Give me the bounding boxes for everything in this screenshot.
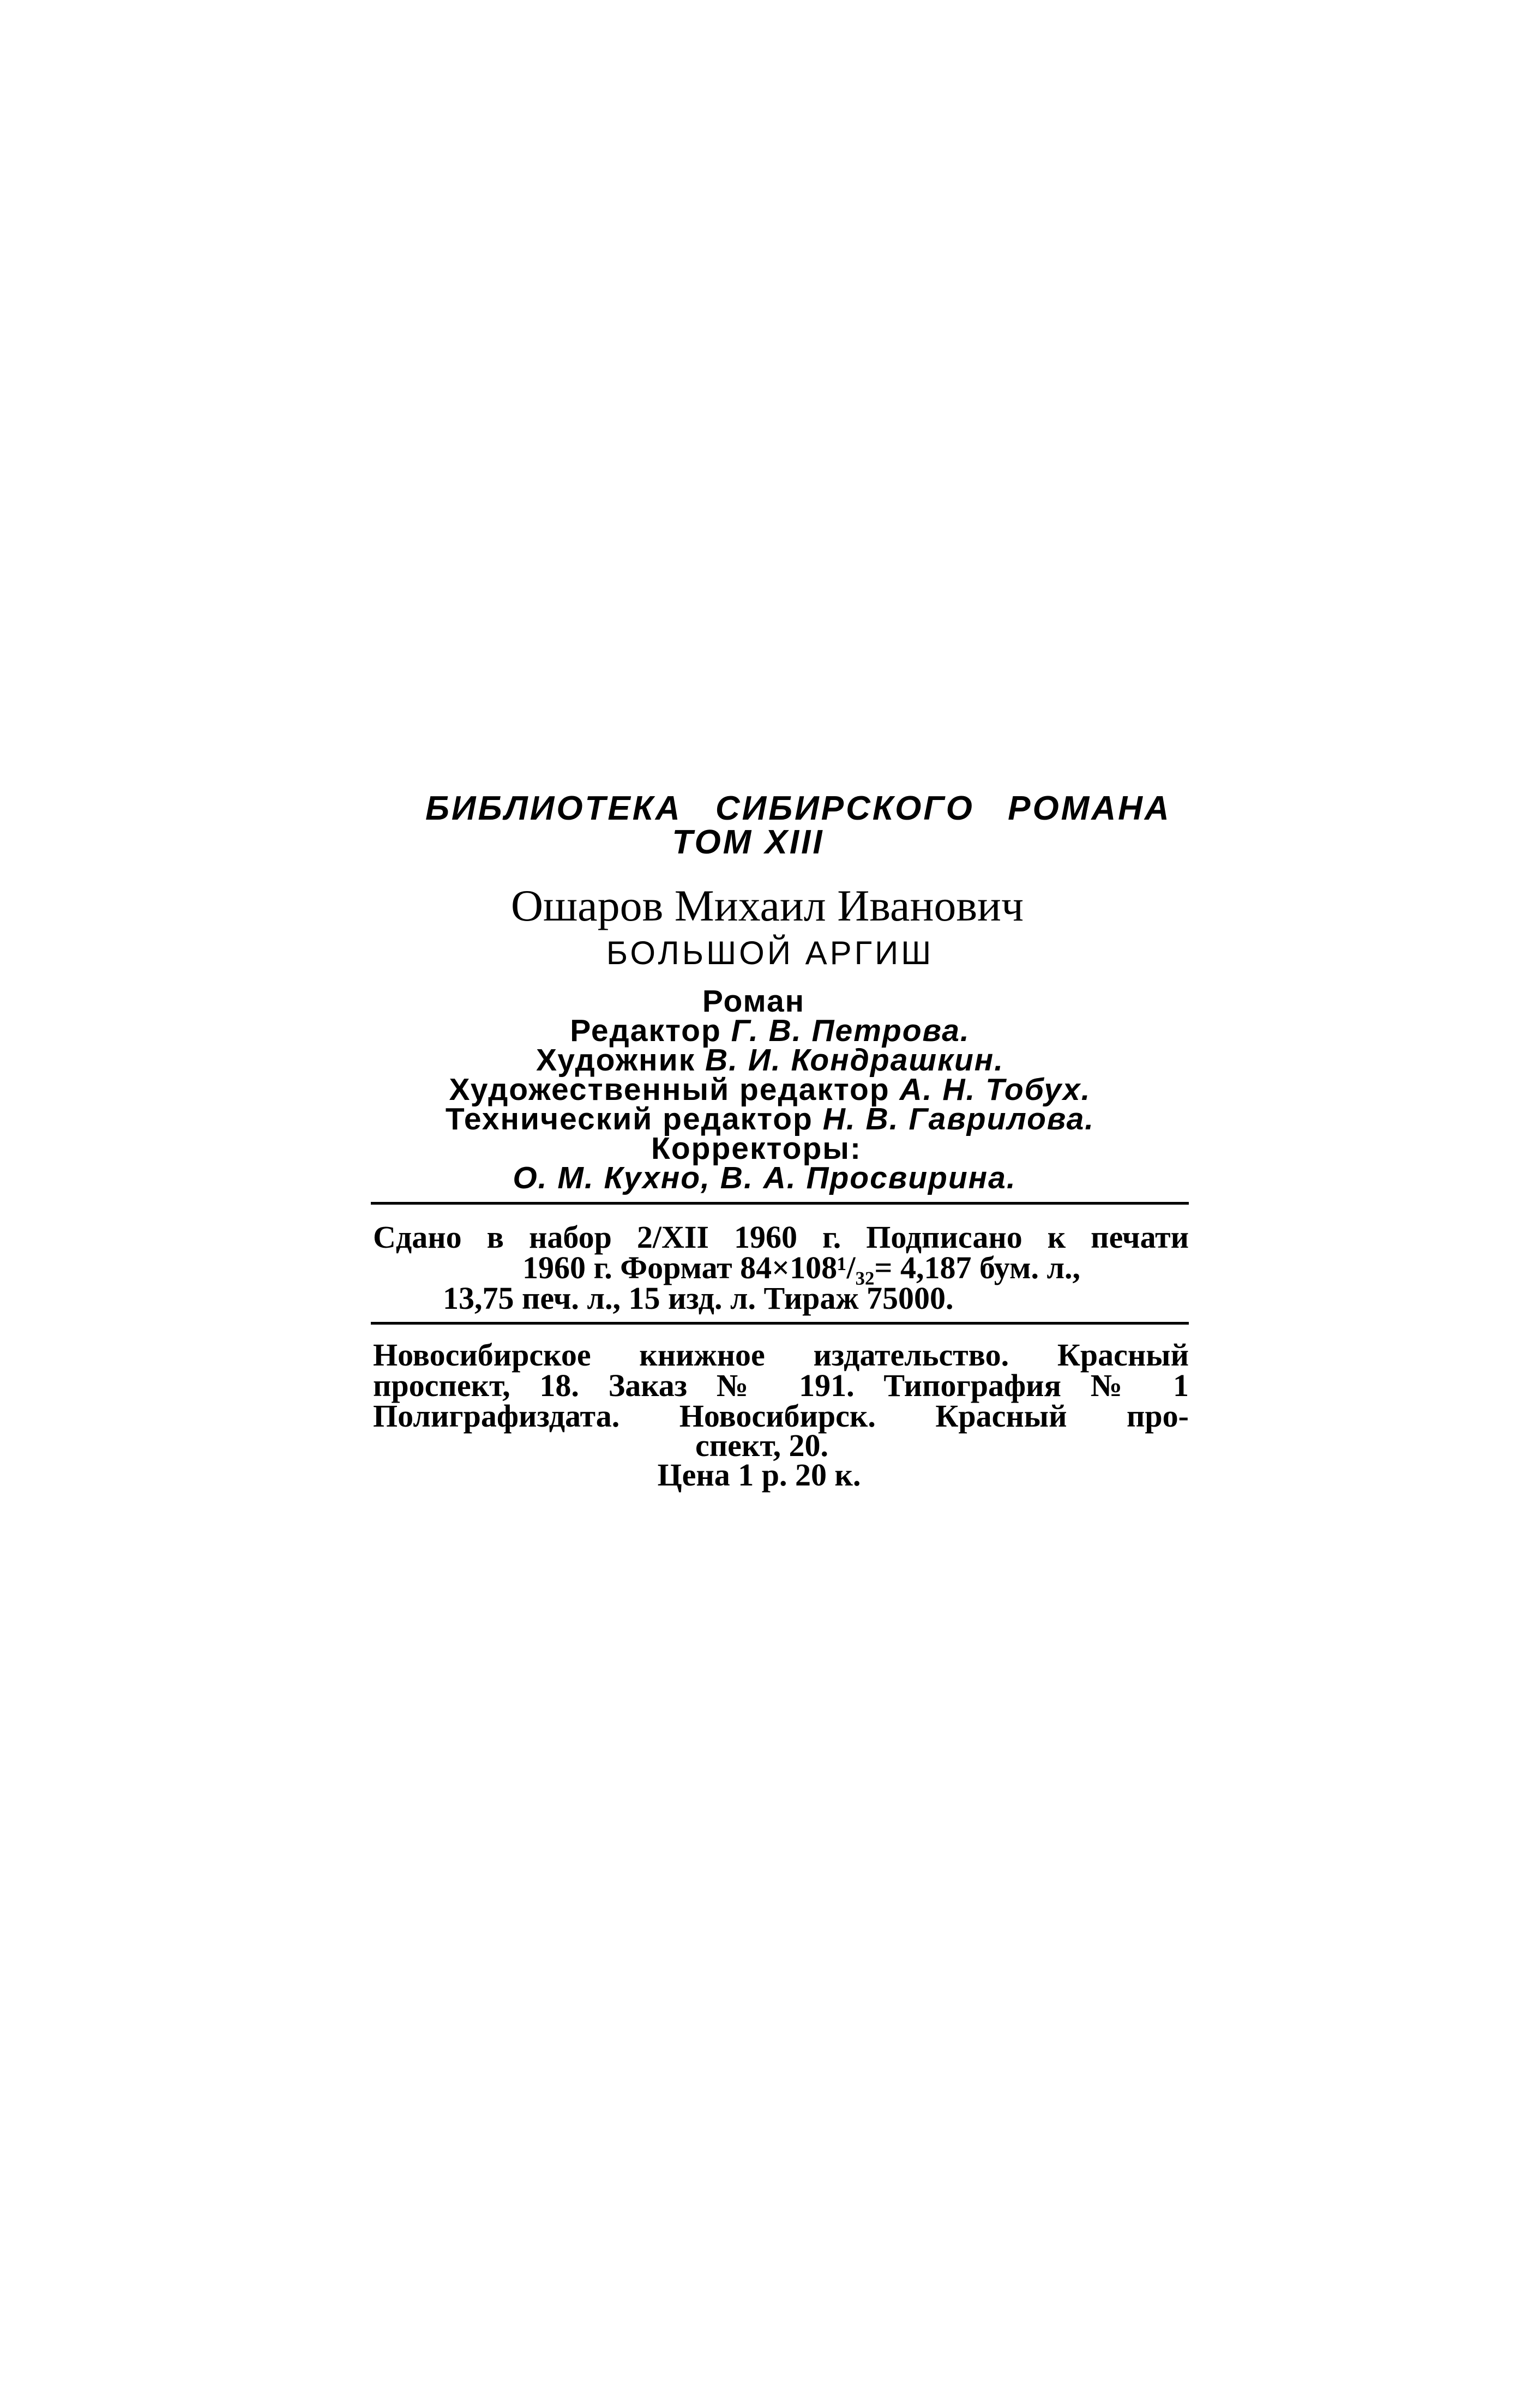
- publisher-line: Полиграфиздата. Новосибирск. Красный про-: [373, 1398, 1189, 1434]
- volume-number: ТОМ XIII: [672, 823, 825, 861]
- credit-artist: [0, 1045, 1540, 1076]
- publisher-line: Новосибирское книжное издательство. Красный: [373, 1337, 1189, 1373]
- author-name: Ошаров Михаил Иванович: [510, 881, 1024, 930]
- credit-name: Г. В. Петрова.: [731, 1013, 970, 1048]
- credit-tech-editor: [0, 1104, 1540, 1135]
- print-info-line: 13,75 печ. л., 15 изд. л. Тираж 75000.: [443, 1280, 954, 1316]
- divider-rule: [371, 1322, 1189, 1325]
- correctors-label: Корректоры:: [651, 1131, 862, 1166]
- credit-role: Технический редактор: [445, 1102, 813, 1136]
- credit-editor: [0, 1015, 1540, 1046]
- credit-role: Художественный редактор: [449, 1072, 890, 1107]
- credit-name: А. Н. Тобух.: [899, 1072, 1091, 1107]
- publisher-line: проспект, 18. Заказ № 191. Типография № 1: [373, 1368, 1189, 1403]
- print-info-line: Сдано в набор 2/XII 1960 г. Подписано к печати: [373, 1219, 1189, 1255]
- credit-name: В. И. Кондрашкин.: [705, 1043, 1004, 1078]
- credit-role: Художник: [536, 1043, 696, 1078]
- price-label: Цена 1 р. 20 к.: [657, 1457, 861, 1493]
- credit-name: Н. В. Гаврилова.: [822, 1102, 1095, 1136]
- credit-art-editor: [0, 1074, 1540, 1105]
- print-info-line: 1960 г. Формат 84×108¹/₃₂= 4,187 бум. л.,: [522, 1250, 1081, 1285]
- book-title: БОЛЬШОЙ АРГИШ: [606, 935, 934, 971]
- series-title: БИБЛИОТЕКА СИБИРСКОГО РОМАНА: [425, 790, 1171, 827]
- divider-rule: [371, 1202, 1189, 1205]
- publisher-line: спект, 20.: [695, 1428, 828, 1463]
- credit-role: Редактор: [570, 1013, 721, 1048]
- genre-label: Роман: [702, 984, 805, 1019]
- correctors-names: О. М. Кухно, В. А. Просвирина.: [513, 1160, 1016, 1195]
